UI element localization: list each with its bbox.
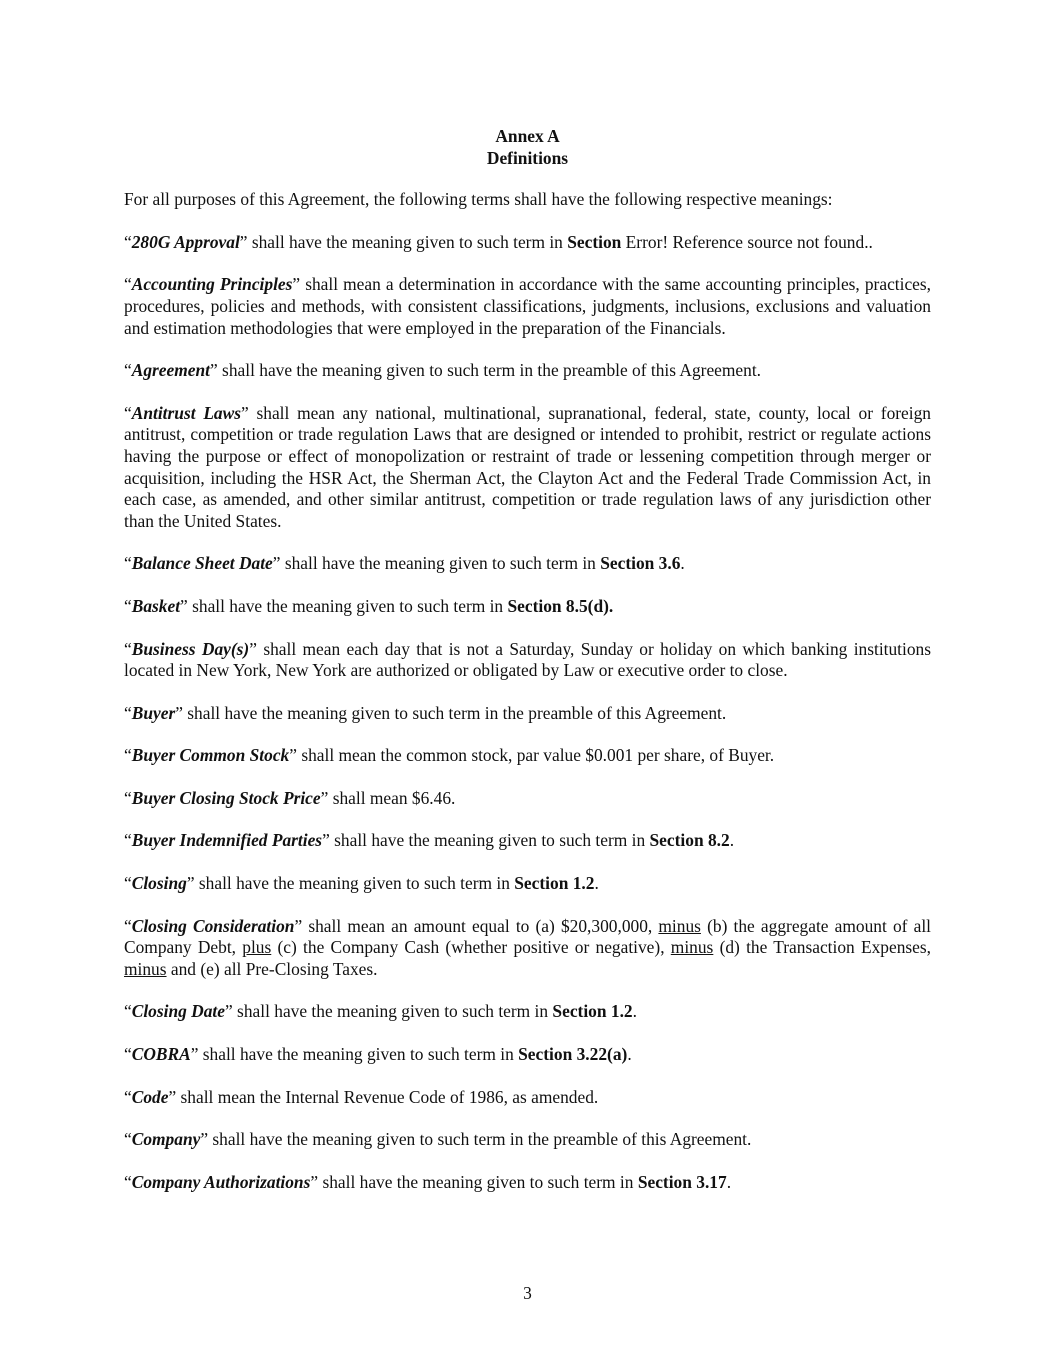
term: Buyer Closing Stock Price — [131, 787, 321, 808]
term: Balance Sheet Date — [131, 553, 273, 574]
term: COBRA — [131, 1044, 191, 1065]
term: Closing Date — [131, 1001, 225, 1022]
definition-buyer: “Buyer” shall have the meaning given to such term in the preamble of this Agreement. — [124, 702, 727, 723]
term: Accounting Principles — [131, 274, 293, 295]
definition-closing: “Closing” shall have the meaning given to such term in Section 1.2. — [124, 873, 599, 894]
definition-cobra: “COBRA” shall have the meaning given to such term in Section 3.22(a). — [124, 1044, 632, 1065]
underlined-minus: minus — [124, 958, 167, 979]
underlined-minus: minus — [670, 937, 714, 958]
term: Basket — [131, 595, 181, 616]
definition-closing-consideration: “Closing Consideration” shall mean an amount equal to (a) $20,300,000, minus (b) the aggregate amount of all Company Debt, plus (c) the Company Cash (whether positive or negative), minus (d) the Transaction Expenses, minus and (e) all Pre-Closing Taxes. — [124, 915, 932, 979]
definition-buyer-common-stock: “Buyer Common Stock” shall mean the common stock, par value $0.001 per share, of Buyer. — [124, 745, 775, 766]
term: Buyer — [131, 702, 176, 723]
term: Closing Consideration — [131, 915, 295, 936]
page-number: 3 — [523, 1283, 532, 1303]
section-ref: Section 1.2 — [514, 873, 595, 894]
definition-closing-date: “Closing Date” shall have the meaning given to such term in Section 1.2. — [124, 1001, 637, 1022]
definitions-title: Definitions — [486, 147, 569, 168]
definition-agreement: “Agreement” shall have the meaning given to such term in the preamble of this Agreement. — [124, 360, 762, 381]
definition-buyer-indemnified-parties: “Buyer Indemnified Parties” shall have the meaning given to such term in Section 8.2. — [124, 830, 735, 851]
term: Closing — [131, 873, 187, 894]
section-ref: Section 1.2 — [552, 1001, 633, 1022]
document-page — [124, 126, 931, 1193]
term: Agreement — [131, 360, 210, 381]
underlined-plus: plus — [242, 937, 272, 958]
definition-accounting-principles: “Accounting Principles” shall mean a determination in accordance with the same accounting principles, practices, procedures, policies and methods, with consistent classifications, judgments, inclusions, exclusions and valuation and estimation methodologies that were employed in the preparation of the Financials. — [124, 274, 932, 338]
intro-paragraph: For all purposes of this Agreement, the following terms shall have the following respective meanings: — [124, 189, 833, 210]
definition-buyer-closing-stock-price: “Buyer Closing Stock Price” shall mean $6.46. — [124, 787, 456, 808]
annex-title: Annex A — [495, 126, 560, 146]
section-ref: Section 8.5(d). — [507, 595, 614, 616]
term: 280G Approval — [131, 231, 240, 252]
definition-company: “Company” shall have the meaning given to such term in the preamble of this Agreement. — [124, 1129, 752, 1150]
definition-280g-approval: “280G Approval” shall have the meaning given to such term in Section Error! Reference source not found.. — [124, 231, 873, 252]
definition-balance-sheet-date: “Balance Sheet Date” shall have the meaning given to such term in Section 3.6. — [124, 553, 685, 574]
section-ref: Section — [567, 231, 622, 252]
definition-company-authorizations: “Company Authorizations” shall have the meaning given to such term in Section 3.17. — [124, 1171, 732, 1192]
term: Company Authorizations — [131, 1171, 311, 1192]
definition-basket: “Basket” shall have the meaning given to such term in Section 8.5(d). — [124, 595, 614, 616]
definition-code: “Code” shall mean the Internal Revenue Code of 1986, as amended. — [124, 1086, 599, 1107]
term: Buyer Indemnified Parties — [131, 830, 323, 851]
underlined-minus: minus — [658, 915, 701, 936]
definition-antitrust-laws: “Antitrust Laws” shall mean any national, multinational, supranational, federal, state, county, local or foreign antitrust, competition or trade regulation Laws that are designed or intended to prohibit, restrict or regulate actions having the purpose or effect of monopolization or restraint of trade or lessening competition through merger or acquisition, including the HSR Act, the Sherman Act, the Clayton Act and the Federal Trade Commission Act, in each case, as amended, and other similar antitrust, competition or trade regulation laws of any jurisdiction other than the United States. — [124, 402, 931, 531]
section-ref: Section 8.2 — [649, 830, 730, 851]
section-ref: Section 3.6 — [600, 553, 681, 574]
term: Buyer Common Stock — [131, 745, 290, 766]
term: Code — [131, 1086, 169, 1107]
section-ref: Section 3.22(a) — [518, 1044, 628, 1065]
term: Business Day(s) — [131, 638, 250, 659]
definition-business-days: “Business Day(s)” shall mean each day that is not a Saturday, Sunday or holiday on which banking institutions located in New York, New York are authorized or obligated by Law or executive order to close. — [124, 638, 932, 681]
term: Antitrust Laws — [131, 402, 241, 423]
term: Company — [131, 1129, 201, 1150]
section-ref: Section 3.17 — [637, 1171, 727, 1192]
